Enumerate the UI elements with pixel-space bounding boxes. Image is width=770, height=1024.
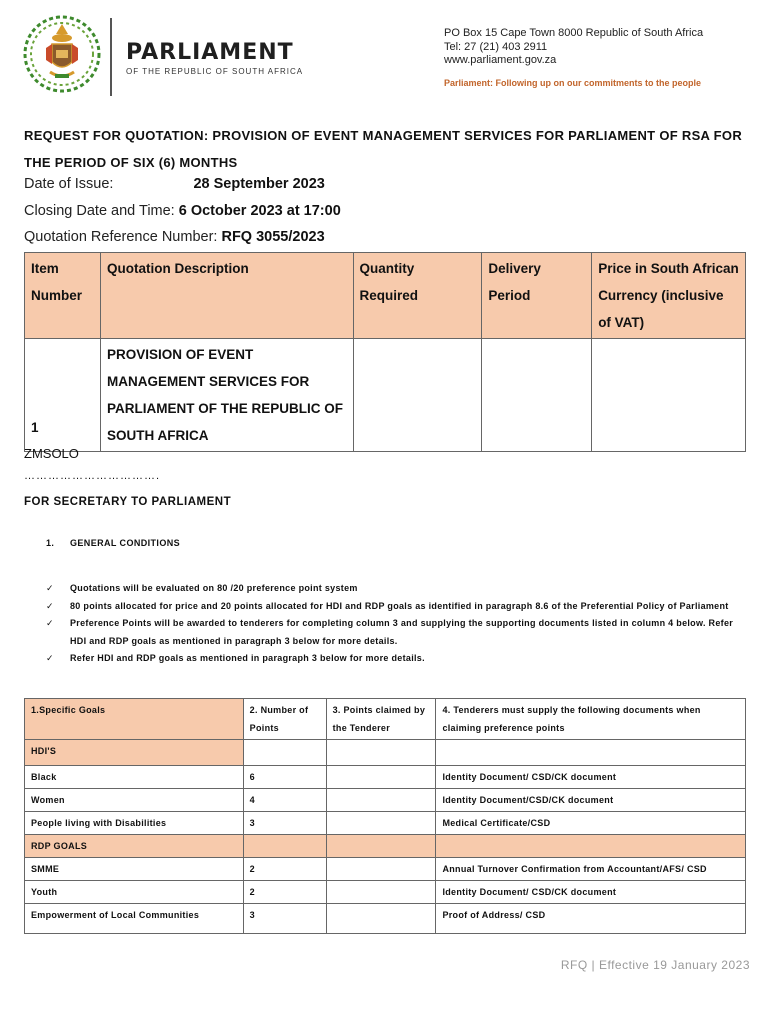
goal-cell: Youth (25, 881, 244, 904)
issue-date-value: 28 September 2023 (193, 176, 325, 192)
document-title: REQUEST FOR QUOTATION: PROVISION OF EVENT MANAGEMENT SERVICES FOR PARLIAMENT OF RSA FOR THE PERIOD OF SIX (6) MONTHS (24, 128, 743, 170)
documents-cell: Proof of Address/ CSD (436, 904, 746, 934)
table-row (25, 858, 746, 881)
list-item (46, 598, 746, 616)
list-item (46, 615, 746, 650)
checkmark-icon: ✓ (46, 600, 54, 611)
list-item-text: Quotations will be evaluated on 80 /20 preference point system (70, 583, 358, 593)
letterhead (0, 0, 770, 100)
org-subtitle: OF THE REPUBLIC OF SOUTH AFRICA (126, 67, 304, 76)
empty-cell (436, 835, 746, 858)
issue-date-row (24, 176, 325, 192)
closing-date-value: 6 October 2023 at 17:00 (178, 203, 341, 219)
delivery-cell[interactable] (482, 339, 592, 452)
points-cell: 2 (243, 858, 326, 881)
documents-cell: Identity Document/CSD/CK document (436, 789, 746, 812)
signatory-role: FOR SECRETARY TO PARLIAMENT (24, 496, 232, 508)
header-divider (110, 18, 112, 96)
claimed-cell[interactable] (326, 766, 436, 789)
list-item-text: 80 points allocated for price and 20 points allocated for HDI and RDP goals as identified in paragraph 8.6 of the Preferential Policy of Parliament (70, 600, 729, 611)
section-label: RDP GOALS (25, 835, 244, 858)
empty-cell (436, 740, 746, 766)
empty-cell (243, 835, 326, 858)
documents-cell: Medical Certificate/CSD (436, 812, 746, 835)
section-row-rdp (25, 835, 746, 858)
empty-cell (326, 740, 436, 766)
empty-cell (326, 835, 436, 858)
closing-date-row (24, 203, 341, 219)
empty-cell (243, 740, 326, 766)
checkmark-icon: ✓ (46, 618, 54, 628)
section-row-hdi (25, 740, 746, 766)
tagline: Parliament: Following up on our commitments to the people (444, 78, 702, 88)
header-cell: Price in South African Currency (inclusive of VAT) (592, 253, 746, 339)
claimed-cell[interactable] (326, 789, 436, 812)
quotation-table (24, 252, 746, 452)
address: PO Box 15 Cape Town 8000 Republic of South Africa (444, 27, 704, 39)
closing-date-label: Closing Date and Time: (24, 203, 175, 219)
reference-row (24, 229, 325, 245)
table-row (25, 812, 746, 835)
claimed-cell[interactable] (326, 812, 436, 835)
documents-cell: Identity Document/ CSD/CK document (436, 766, 746, 789)
table-row (25, 339, 746, 452)
header-cell: 3. Points claimed by the Tenderer (326, 699, 436, 740)
documents-cell: Annual Turnover Confirmation from Accountant/AFS/ CSD (436, 858, 746, 881)
claimed-cell[interactable] (326, 858, 436, 881)
general-conditions-heading (46, 538, 180, 548)
quantity-cell[interactable] (353, 339, 482, 452)
table-row (25, 904, 746, 934)
table-row (25, 789, 746, 812)
table-row (25, 766, 746, 789)
list-item-text: Refer HDI and RDP goals as mentioned in paragraph 3 below for more details. (70, 653, 425, 663)
goal-cell: Empowerment of Local Communities (25, 904, 244, 934)
points-cell: 3 (243, 904, 326, 934)
price-cell[interactable] (592, 339, 746, 452)
list-item (46, 650, 746, 668)
website-link[interactable]: www.parliament.gov.za (444, 54, 557, 66)
item-description: PROVISION OF EVENT MANAGEMENT SERVICES FOR PARLIAMENT OF THE REPUBLIC OF SOUTH AFRICA (100, 339, 353, 452)
signatory-name: ZMSOLO (24, 446, 79, 461)
telephone: Tel: 27 (21) 403 2911 (444, 40, 548, 53)
goal-cell: Women (25, 789, 244, 812)
points-cell: 6 (243, 766, 326, 789)
section-number: 1. (46, 538, 55, 548)
goal-cell: People living with Disabilities (25, 812, 244, 835)
points-cell: 4 (243, 789, 326, 812)
goals-table-header (25, 699, 746, 740)
goal-cell: Black (25, 766, 244, 789)
points-cell: 3 (243, 812, 326, 835)
table-row (25, 881, 746, 904)
section-title: GENERAL CONDITIONS (70, 538, 181, 548)
header-cell: 1.Specific Goals (25, 699, 244, 740)
signature-line: ……………………………. (24, 470, 161, 482)
reference-label: Quotation Reference Number: (24, 229, 218, 245)
header-cell: Quotation Description (100, 253, 353, 339)
header-cell: Item Number (25, 253, 101, 339)
section-label: HDI'S (25, 740, 244, 766)
list-item-text: Preference Points will be awarded to tenderers for completing column 3 and supplying the supporting documents listed in column 4 below. Refer HDI and RDP goals as mentioned in paragraph 3 below for more details. (70, 618, 734, 646)
specific-goals-table (24, 698, 746, 934)
checkmark-icon: ✓ (46, 583, 54, 593)
org-name: PARLIAMENT (126, 40, 294, 65)
header-cell: Delivery Period (482, 253, 592, 339)
quotation-table-header (25, 253, 746, 339)
goal-cell: SMME (25, 858, 244, 881)
item-number: 1 (25, 339, 101, 452)
claimed-cell[interactable] (326, 904, 436, 934)
header-cell: 2. Number of Points (243, 699, 326, 740)
points-cell: 2 (243, 881, 326, 904)
header-cell: Quantity Required (353, 253, 482, 339)
contact-block (444, 27, 703, 68)
header-cell: 4. Tenderers must supply the following documents when claiming preference points (436, 699, 746, 740)
issue-date-label: Date of Issue: (24, 176, 114, 192)
list-item (46, 580, 746, 598)
coat-of-arms-logo (22, 14, 102, 94)
reference-value: RFQ 3055/2023 (221, 229, 325, 245)
conditions-list (46, 580, 746, 668)
documents-cell: Identity Document/ CSD/CK document (436, 881, 746, 904)
checkmark-icon: ✓ (46, 653, 54, 663)
claimed-cell[interactable] (326, 881, 436, 904)
page-footer: RFQ | Effective 19 January 2023 (560, 958, 750, 972)
